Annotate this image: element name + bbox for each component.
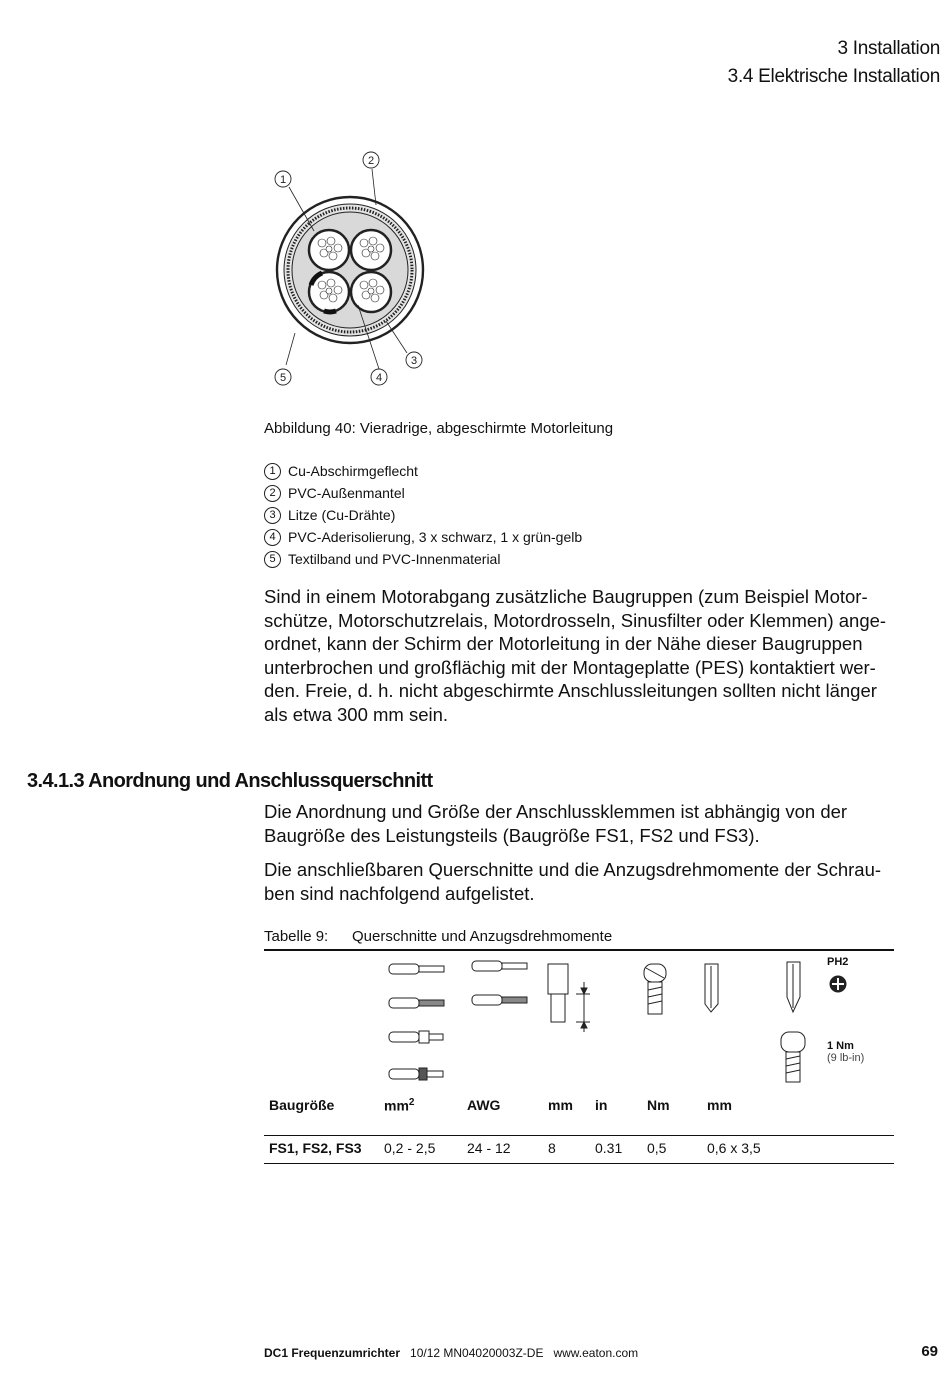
- legend-item: [264, 548, 582, 570]
- table-bottom-rule: [264, 1163, 894, 1164]
- phillips-screwdriver-icon: [787, 962, 800, 1012]
- legend-text: Cu-Abschirmgeflecht: [288, 463, 418, 479]
- cell-size: FS1, FS2, FS3: [269, 1140, 362, 1156]
- text-line: als etwa 300 mm sein.: [264, 703, 449, 725]
- text-line: ben sind nachfolgend aufgelistet.: [264, 882, 535, 904]
- cell-blade-mm: 0,6 x 3,5: [707, 1140, 761, 1156]
- cell-mm2: 0,2 - 2,5: [384, 1140, 436, 1156]
- cell-strip-mm: 8: [548, 1140, 556, 1156]
- paragraph-terminal-layout: [264, 800, 940, 847]
- table-icon-row: [264, 952, 894, 1092]
- footer-website: www.eaton.com: [553, 1346, 639, 1360]
- legend-number: 3: [264, 507, 281, 524]
- text-line: Baugröße des Leistungsteils (Baugröße FS1, FS2 und FS3).: [264, 824, 760, 846]
- legend-number: 2: [264, 485, 281, 502]
- text-line: Die anschließbaren Querschnitte und die Anzugsdrehmomente der Schrau-: [264, 859, 882, 880]
- figure-legend: [264, 460, 582, 570]
- torque-screw-icon: [781, 1032, 805, 1082]
- cable-cross-section-figure: [262, 145, 442, 395]
- legend-number: 5: [264, 551, 281, 568]
- phillips-head-icon: [830, 976, 846, 992]
- figure-callout-3-label: 3: [410, 355, 418, 367]
- legend-number: 4: [264, 529, 281, 546]
- col-header-mm2-base: mm: [384, 1097, 409, 1114]
- text-line: Die Anordnung und Größe der Anschlussklemmen ist abhängig von der: [264, 801, 848, 822]
- legend-item: [264, 504, 582, 526]
- figure-callout-2-label: 2: [367, 155, 375, 167]
- text-line: unterbrochen und großflächig mit der Montageplatte (PES) kontaktiert wer-: [264, 656, 876, 678]
- col-header-size: Baugröße: [269, 1097, 335, 1113]
- footer-brand: DC1 Frequenzumrichter: [264, 1346, 401, 1360]
- text-line: Sind in einem Motorabgang zusätzliche Baugruppen (zum Beispiel Motor-: [264, 586, 868, 607]
- legend-item: [264, 526, 582, 548]
- stranded-wire-icon: [389, 998, 444, 1008]
- terminal-screw-icon: [644, 964, 666, 1014]
- cell-strip-in: 0.31: [595, 1140, 623, 1156]
- table-top-rule: [264, 949, 894, 951]
- awg-solid-wire-icon: [472, 961, 527, 971]
- col-header-strip-mm: mm: [548, 1097, 573, 1113]
- text-line: ordnet, kann der Schirm der Motorleitung in der Nähe dieser Baugruppen: [264, 633, 863, 654]
- col-header-strip-in: in: [595, 1097, 608, 1113]
- legend-text: Litze (Cu-Drähte): [288, 507, 396, 523]
- chapter-title: 3 Installation: [837, 38, 940, 59]
- section-title: 3.4 Elektrische Installation: [727, 66, 940, 87]
- legend-text: PVC-Außenmantel: [288, 485, 405, 501]
- paragraph-motor-shield: [264, 585, 940, 726]
- legend-text: PVC-Aderisolierung, 3 x schwarz, 1 x grün-gelb: [288, 529, 583, 545]
- solid-wire-icon: [389, 964, 444, 974]
- text-line: schütze, Motorschutzrelais, Motordrosseln, Sinusfilter oder Klemmen) ange-: [264, 609, 887, 631]
- footer: [264, 1346, 638, 1360]
- ferrule-wire-icon: [389, 1031, 443, 1043]
- strip-length-icon: [548, 964, 590, 1032]
- paragraph-cross-sections: [264, 858, 940, 905]
- table-caption-label: Tabelle 9:: [264, 928, 329, 945]
- figure-caption: Abbildung 40: Vieradrige, abgeschirmte Motorleitung: [264, 420, 614, 437]
- figure-callout-5-label: 5: [279, 372, 287, 384]
- figure-callout-4-label: 4: [375, 372, 383, 384]
- cell-nm: 0,5: [647, 1140, 667, 1156]
- col-header-mm2: [384, 1097, 414, 1114]
- legend-text: Textilband und PVC-Innenmaterial: [288, 551, 501, 567]
- col-header-awg: AWG: [467, 1097, 501, 1113]
- torque-lb-label: (9 lb-in): [827, 1052, 865, 1064]
- torque-nm-label: 1 Nm: [827, 1040, 854, 1052]
- cell-awg: 24 - 12: [467, 1140, 511, 1156]
- flat-screwdriver-icon: [705, 964, 718, 1012]
- text-line: den. Freie, d. h. nicht abgeschirmte Anschlussleitungen sollten nicht länger: [264, 680, 877, 701]
- table-caption: [264, 928, 612, 945]
- awg-stranded-wire-icon: [472, 995, 527, 1005]
- section-heading: 3.4.1.3 Anordnung und Anschlussquerschnitt: [27, 770, 433, 792]
- figure-callout-1-label: 1: [279, 174, 287, 186]
- footer-doc-code: 10/12 MN04020003Z-DE: [410, 1346, 544, 1360]
- page-number: 69: [921, 1343, 938, 1360]
- legend-item: [264, 482, 582, 504]
- legend-number: 1: [264, 463, 281, 480]
- col-header-mm2-sup: 2: [408, 1097, 415, 1108]
- col-header-nm: Nm: [647, 1097, 670, 1113]
- col-header-blade-mm: mm: [707, 1097, 732, 1113]
- ferrule-collar-wire-icon: [389, 1068, 443, 1080]
- legend-item: [264, 460, 582, 482]
- table-header-rule: [264, 1135, 894, 1136]
- screw-type-label: PH2: [827, 956, 849, 968]
- table-caption-title: Querschnitte und Anzugsdrehmomente: [352, 928, 613, 945]
